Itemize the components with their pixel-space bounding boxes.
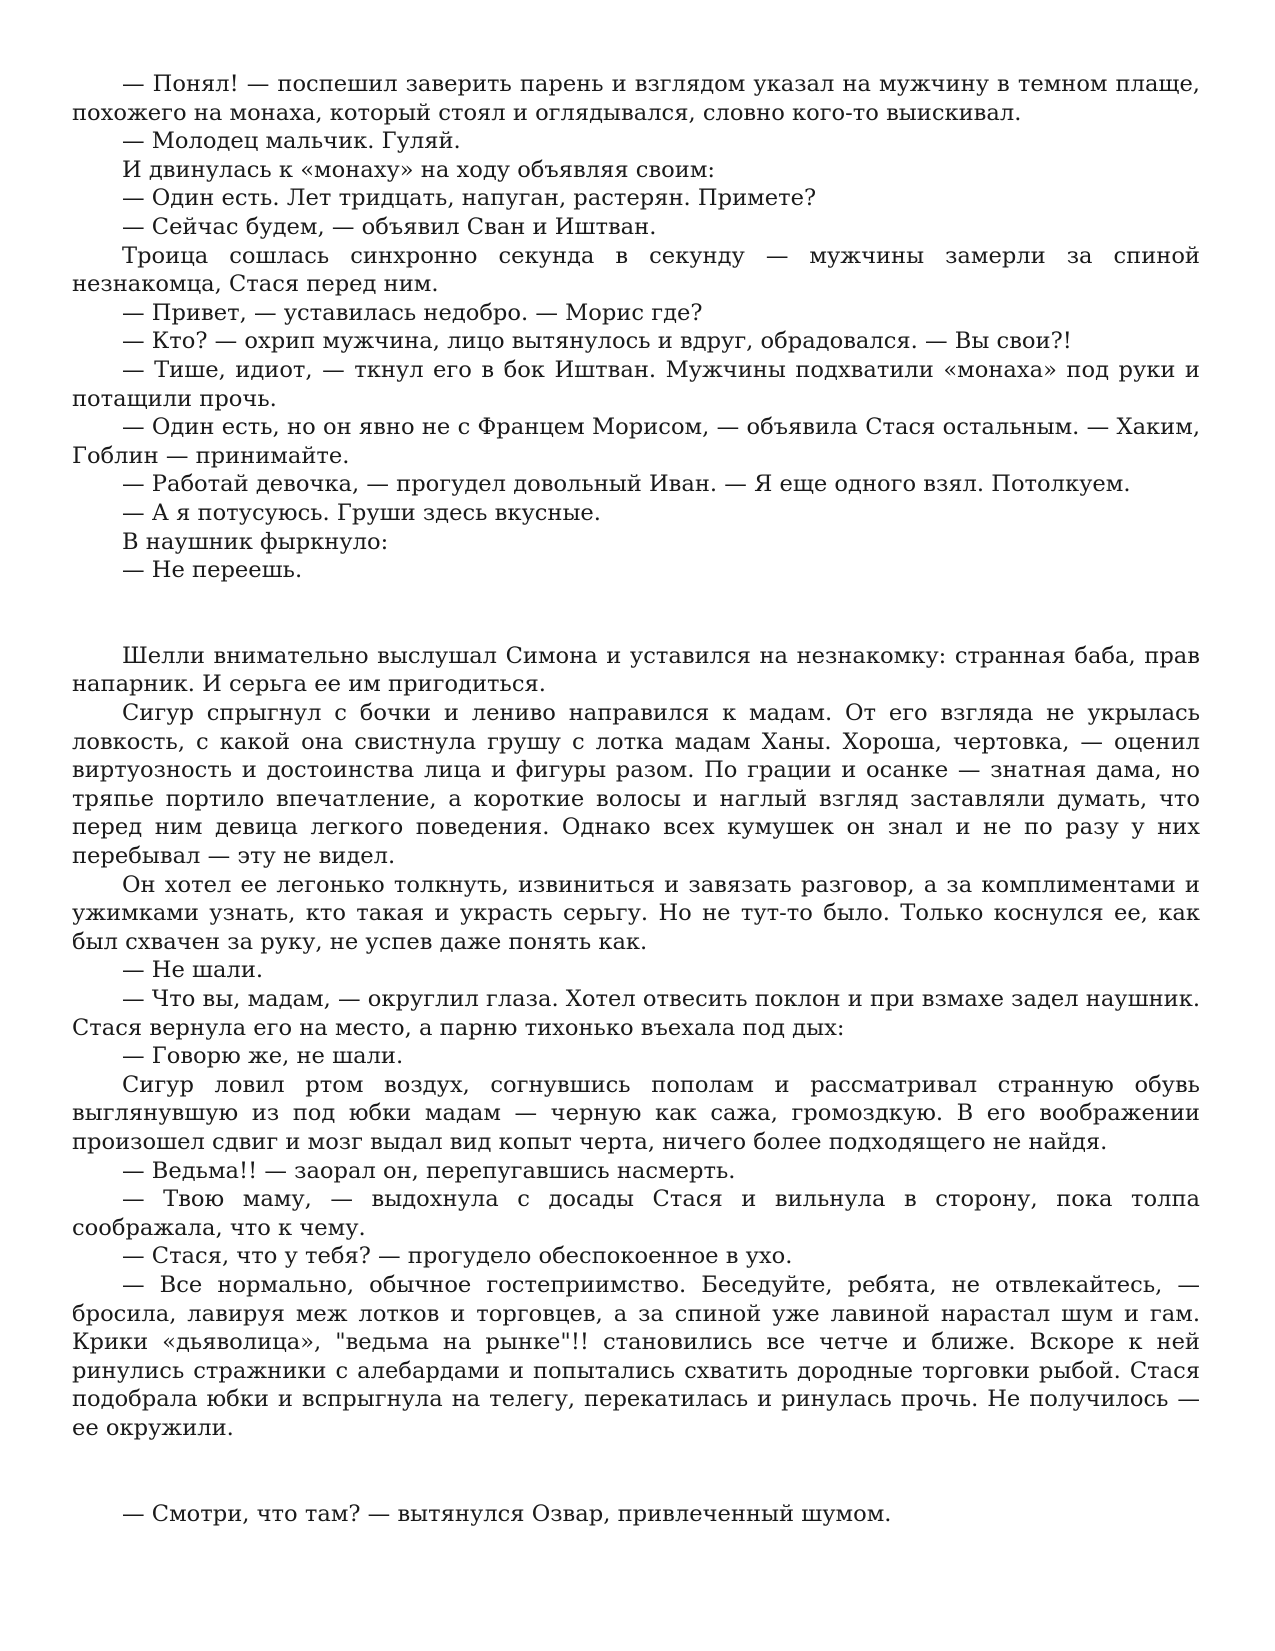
paragraph: — Тише, идиот, — ткнул его в бок Иштван. Мужчины подхватили «монаха» под руки и потащили прочь. — [72, 356, 1200, 412]
paragraph: Сигур ловил ртом воздух, согнувшись пополам и рассматривал странную обувь выглянувшую из под юбки мадам — черную как сажа, громоздкую. В его воображении произошел сдвиг и мозг выдал вид копыт черта, ничего более подходящего не найдя. — [72, 1071, 1200, 1155]
paragraph: — Не шали. — [122, 957, 264, 984]
section-1 — [72, 70, 1200, 585]
paragraph: — Понял! — поспешил заверить парень и взглядом указал на мужчину в темном плаще, похожего на монаха, который стоял и оглядывался, словно кого-то выискивал. — [72, 71, 1200, 126]
paragraph: И двинулась к «монаху» на ходу объявляя своим: — [122, 156, 716, 183]
paragraph: — Твою маму, — выдохнула с досады Стася и вильнула в сторону, пока толпа соображала, что к чему. — [72, 1186, 1200, 1241]
paragraph: — Один есть, но он явно не с Францем Морисом, — объявила Стася остальным. — Хаким, Гоблин — принимайте. — [72, 414, 1200, 469]
paragraph: — Ведьма!! — заорал он, перепугавшись насмерть. — [122, 1157, 736, 1184]
paragraph: Сигур спрыгнул с бочки и лениво направился к мадам. От его взгляда не укрылась ловкость, с какой она свистнула грушу с лотка мадам Ханы. Хороша, чертовка, — оценил виртуозность и достоинства лица и фигуры разом. По грации и осанке — знатная дама, но тряпье портило впечатление, а короткие волосы и наглый взгляд заставляли думать, что перед ним девица легкого поведения. Однако всех кумушек он знал и не по разу у них перебывал — эту не видел. — [72, 700, 1200, 870]
section-break — [72, 585, 1200, 642]
document-page — [72, 70, 1200, 1528]
paragraph: — Что вы, мадам, — округлил глаза. Хотел отвесить поклон и при взмахе задел наушник. Стася вернула его на место, а парню тихонько въехала под дых: — [72, 986, 1201, 1041]
paragraph: Троица сошлась синхронно секунда в секунду — мужчины замерли за спиной незнакомца, Стася перед ним. — [72, 242, 1200, 298]
paragraph: В наушник фыркнуло: — [122, 528, 389, 555]
paragraph: — Сейчас будем, — объявил Сван и Иштван. — [122, 213, 657, 240]
paragraph: — Не переешь. — [122, 557, 303, 584]
section-break — [72, 1443, 1200, 1500]
paragraph: — Все нормально, обычное гостеприимство. Беседуйте, ребята, не отвлекайтесь, — бросила, лавируя меж лотков и торговцев, а за спиной уже лавиной нарастал шум и гам. Крики «дьяволица», "ведьма на рынке"!! становились все четче и ближе. Вскоре к ней ринулись стражники с алебардами и попытались схватить дородные торговки рыбой. Стася подобрала юбки и вспрыгнула на телегу, перекатилась и ринулась прочь. Не получилось — ее окружили. — [72, 1271, 1200, 1441]
section-3 — [72, 1500, 1200, 1529]
paragraph: — Говорю же, не шали. — [122, 1043, 404, 1070]
paragraph: Он хотел ее легонько толкнуть, извиниться и завязать разговор, а за комплиментами и ужимками узнать, кто такая и украсть серьгу. Но не тут-то было. Только коснулся ее, как был схвачен за руку, не успев даже понять как. — [72, 871, 1200, 955]
paragraph: Шелли внимательно выслушал Симона и уставился на незнакомку: странная баба, прав напарник. И серьга ее им пригодиться. — [72, 642, 1200, 698]
section-2 — [72, 642, 1200, 1443]
paragraph: — Привет, — уставилась недобро. — Морис где? — [122, 299, 703, 326]
paragraph: — Молодец мальчик. Гуляй. — [122, 128, 461, 155]
paragraph: — Работай девочка, — прогудел довольный Иван. — Я еще одного взял. Потолкуем. — [122, 471, 1131, 498]
paragraph: — Стася, что у тебя? — прогудело обеспокоенное в ухо. — [122, 1243, 793, 1270]
paragraph: — Смотри, что там? — вытянулся Озвар, привлеченный шумом. — [122, 1500, 892, 1527]
paragraph: — Один есть. Лет тридцать, напуган, растерян. Примете? — [122, 185, 817, 212]
paragraph: — А я потусуюсь. Груши здесь вкусные. — [122, 499, 601, 526]
paragraph: — Кто? — охрип мужчина, лицо вытянулось и вдруг, обрадовался. — Вы свои?! — [122, 328, 1072, 355]
